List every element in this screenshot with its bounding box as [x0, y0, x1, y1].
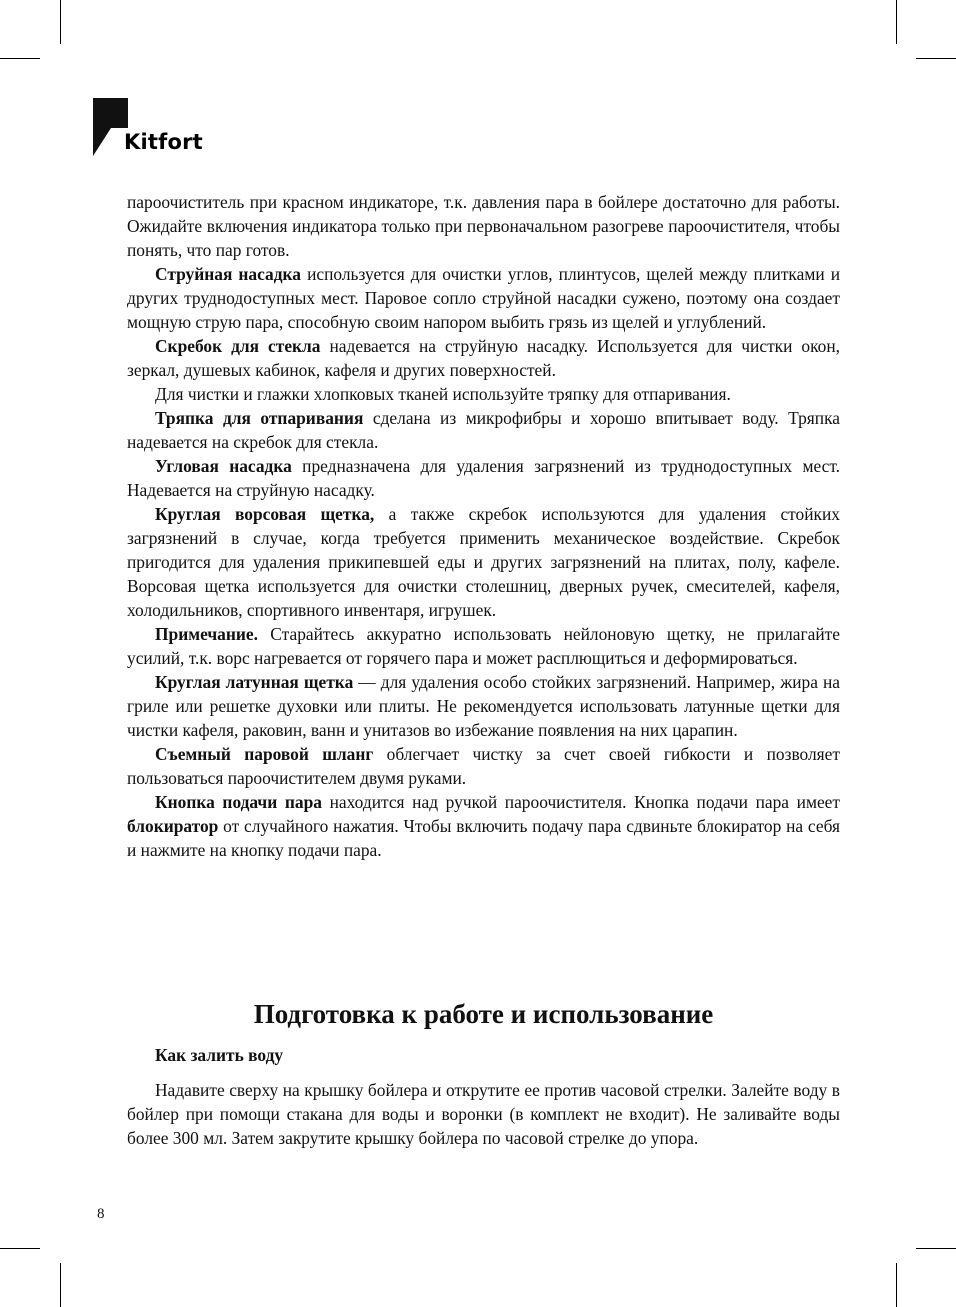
paragraph-steam-hose: Съемный паровой шланг облегчает чистку за счет своей гибкости и позволяет пользоваться пароочистителем двумя руками. [127, 744, 840, 788]
paragraph-cotton-fabrics: Для чистки и глажки хлопковых тканей используйте тряпку для отпаривания. [155, 384, 731, 404]
page-number: 8 [97, 1206, 105, 1222]
paragraph-fill-water: Надавите сверху на крышку бойлера и открутите ее против часовой стрелки. Залейте воду в бойлер при помощи стакана для воды и воронки (в комплект не входит). Не заливайте воды более 300 мл. Затем закрутите крышку бойлера по часовой стрелке до упора. [127, 1080, 840, 1148]
body-text [127, 190, 840, 862]
section-subtitle: Как залить воду [155, 1045, 284, 1065]
crop-mark-right-top [916, 58, 956, 59]
paragraph-brass-brush: Круглая латунная щетка — для удаления особо стойких загрязнений. Например, жира на гриле или решетке духовки или плиты. Не рекомендуется использовать латунные щетки для чистки кафеля, раковин, ванн и унитазов во избежание появления на них царапин. [127, 672, 840, 740]
paragraph-glass-scraper: Скребок для стекла надевается на струйную насадку. Используется для чистки окон, зеркал, душевых кабинок, кафеля и других поверхностей. [127, 336, 841, 380]
crop-mark-top-left [60, 0, 61, 44]
paragraph-steam-button: Кнопка подачи пара находится над ручкой пароочистителя. Кнопка подачи пара имеет блокиратор от случайного нажатия. Чтобы включить подачу пара сдвиньте блокиратор на себя и нажмите на кнопку подачи пара. [127, 792, 840, 860]
crop-mark-top-right [896, 0, 897, 44]
paragraph-steam-cloth: Тряпка для отпаривания сделана из микрофибры и хорошо впитывает воду. Тряпка надевается на скребок для стекла. [127, 408, 840, 452]
crop-mark-left-bottom [0, 1248, 40, 1249]
paragraph-angle-nozzle: Угловая насадка предназначена для удаления загрязнений из труднодоступных мест. Надевается на струйную насадку. [127, 456, 840, 500]
paragraph-continuation: пароочиститель при красном индикаторе, т.к. давления пара в бойлере достаточно для работы. Ожидайте включения индикатора только при первоначальном разогреве пароочистителя, чтобы понять, что пар готов. [127, 192, 840, 260]
crop-mark-left-top [0, 58, 40, 59]
paragraph-jet-nozzle: Струйная насадка используется для очистки углов, плинтусов, щелей между плитками и других труднодоступных мест. Паровое сопло струйной насадки сужено, поэтому она создает мощную струю пара, способную своим напором выбить грязь из щелей и углублений. [127, 264, 840, 332]
crop-mark-right-bottom [916, 1248, 956, 1249]
paragraph-note: Примечание. Старайтесь аккуратно использовать нейлоновую щетку, не прилагайте усилий, т.к. ворс нагревается от горячего пара и может расплющиться и деформироваться. [127, 624, 840, 668]
crop-mark-bottom-left [60, 1263, 61, 1307]
crop-mark-bottom-right [896, 1263, 897, 1307]
section-body [127, 1078, 840, 1150]
section-title: Подготовка к работе и использование [253, 999, 714, 1029]
paragraph-round-bristle-brush: Круглая ворсовая щетка, а также скребок используются для удаления стойких загрязнений в случае, когда требуется применить механическое воздействие. Скребок пригодится для удаления прикипевшей еды и других загрязнений на плитах, полу, кафеле. Ворсовая щетка используется для очистки столешниц, дверных ручек, смесителей, кафеля, холодильников, спортивного инвентаря, игрушек. [127, 504, 840, 620]
kitfort-logo [91, 98, 211, 158]
brand-name: Kitfort [124, 130, 203, 154]
